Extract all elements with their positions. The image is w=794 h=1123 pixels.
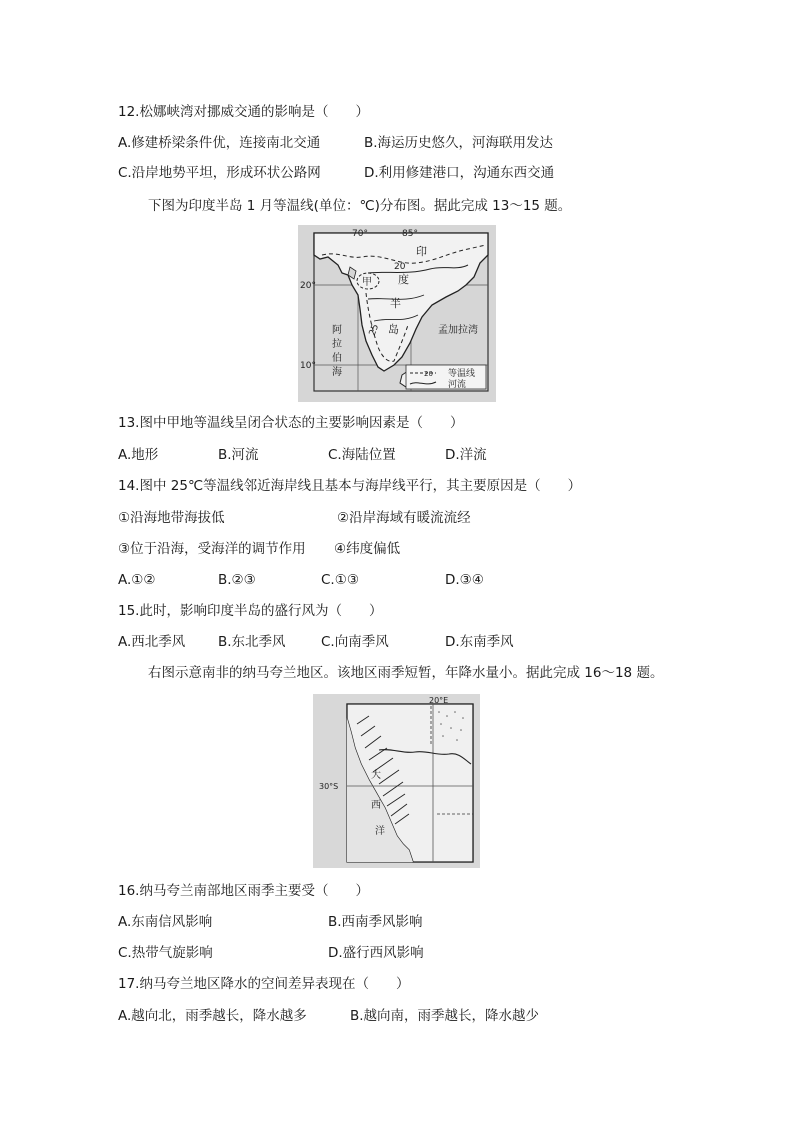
arabian-sea-char-3: 伯 [332,353,342,364]
ocean-char-3: 洋 [375,826,385,837]
ocean-char-2: 西 [371,800,381,811]
q16-option-b: B.西南季风影响 [328,914,423,930]
q12-option-b: B.海运历史悠久，河海联用发达 [364,135,554,151]
legend-isotherm-value: 20 [424,370,433,378]
q14-item-4: ④纬度偏低 [334,541,401,557]
q13-stem: 13.图中甲地等温线呈闭合状态的主要影响因素是（ ） [118,415,464,431]
intro-16-18: 右图示意南非的纳马夸兰地区。该地区雨季短暂，年降水量小。据此完成 16～18 题。 [148,665,664,681]
q14-item-1: ①沿海地带海拔低 [118,510,225,526]
legend-isotherm-label: 等温线 [448,369,476,379]
q17-option-a: A.越向北，雨季越长，降水越多 [118,1008,307,1024]
q14-option-d: D.③④ [445,572,484,588]
legend-river-label: 河流 [448,380,467,390]
q14-stem: 14.图中 25℃等温线邻近海岸线且基本与海岸线平行，其主要原因是（ ） [118,478,582,494]
q14-option-a: A.①② [118,572,156,588]
arabian-sea-char-1: 阿 [332,325,342,336]
lon-20e-label: 20°E [429,696,449,705]
q12-option-c: C.沿岸地势平坦，形成环状公路网 [118,165,321,181]
q15-option-d: D.东南季风 [445,634,514,650]
isotherm-20-label: 20 [394,262,406,272]
lat-20-label: 20° [300,281,316,291]
namaqualand-map [313,694,480,868]
india-isotherm-map [298,225,496,402]
lon-85-label: 85° [402,229,418,239]
q12-stem: 12.松娜峡湾对挪威交通的影响是（ ） [118,104,369,120]
q16-option-a: A.东南信风影响 [118,914,213,930]
q17-option-b: B.越向南，雨季越长，降水越少 [350,1008,540,1024]
q14-item-3: ③位于沿海，受海洋的调节作用 [118,541,306,557]
region-char-4: 岛 [388,323,399,336]
q16-stem: 16.纳马夸兰南部地区雨季主要受（ ） [118,883,369,899]
region-char-3: 半 [390,297,401,310]
q16-option-d: D.盛行西风影响 [328,945,424,961]
jia-label: 甲 [362,277,372,288]
q13-option-b: B.河流 [218,447,259,463]
isotherm-25-label: 25 [367,322,382,338]
q14-option-c: C.①③ [321,572,359,588]
bay-of-bengal-label: 孟加拉湾 [438,325,478,336]
q15-option-a: A.西北季风 [118,634,186,650]
q13-option-c: C.海陆位置 [328,447,396,463]
region-char-2: 度 [398,273,409,286]
lat-30s-label: 30°S [319,782,339,791]
q13-option-d: D.洋流 [445,447,487,463]
ocean-char-1: 大 [371,770,381,781]
region-char-1: 印 [416,245,427,258]
lon-70-label: 70° [352,229,368,239]
q16-option-c: C.热带气旋影响 [118,945,213,961]
q14-item-2: ②沿岸海域有暖流流经 [337,510,471,526]
q12-option-a: A.修建桥梁条件优，连接南北交通 [118,135,321,151]
q17-stem: 17.纳马夸兰地区降水的空间差异表现在（ ） [118,976,410,992]
q14-option-b: B.②③ [218,572,256,588]
q15-option-c: C.向南季风 [321,634,389,650]
q13-option-a: A.地形 [118,447,159,463]
arabian-sea-char-4: 海 [332,367,342,378]
arabian-sea-char-2: 拉 [332,339,342,350]
q12-option-d: D.利用修建港口，沟通东西交通 [364,165,555,181]
intro-13-15: 下图为印度半岛 1 月等温线(单位：℃)分布图。据此完成 13～15 题。 [148,198,572,214]
lat-10-label: 10° [300,361,316,371]
q15-stem: 15.此时，影响印度半岛的盛行风为（ ） [118,603,383,619]
q15-option-b: B.东北季风 [218,634,286,650]
